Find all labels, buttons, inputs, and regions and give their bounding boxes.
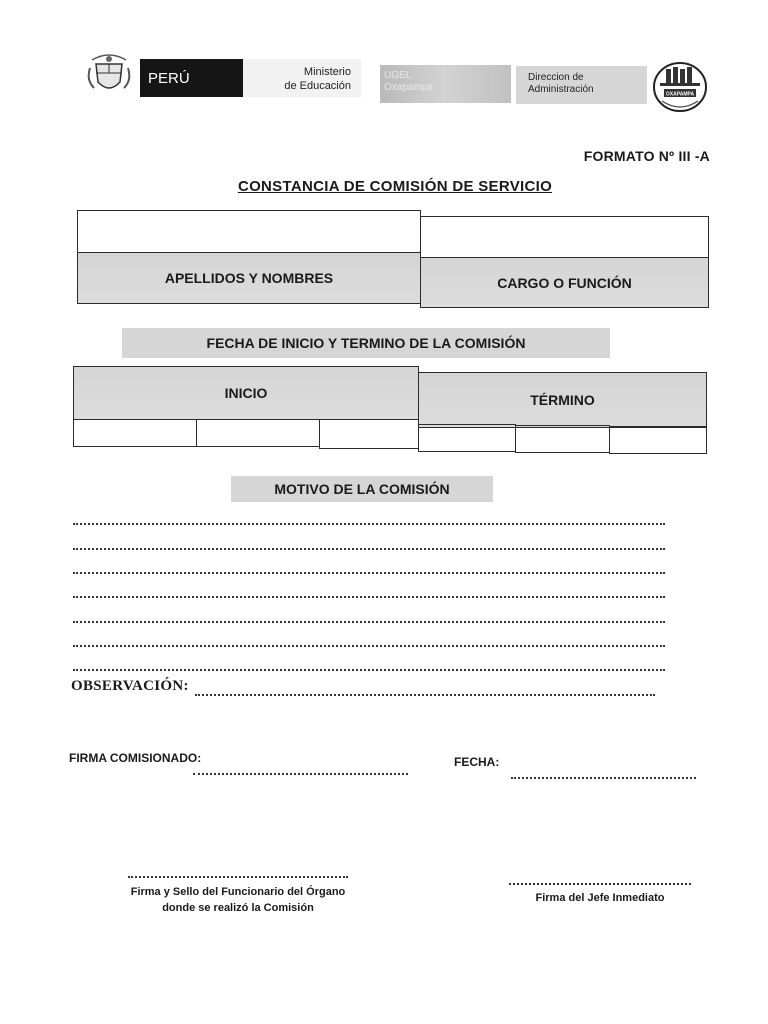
firma-funcionario-caption-line-1: Firma y Sello del Funcionario del Órgano — [130, 886, 346, 898]
fecha-heading: FECHA DE INICIO Y TERMINO DE LA COMISIÓN — [122, 328, 610, 358]
apellidos-label: APELLIDOS Y NOMBRES — [164, 270, 334, 286]
person-table — [77, 210, 709, 308]
firma-jefe-caption: Firma del Jefe Inmediato — [535, 892, 665, 904]
observacion-label: OBSERVACIÓN: — [71, 678, 189, 694]
observacion-line[interactable] — [195, 694, 655, 696]
cargo-input-cell[interactable] — [420, 216, 709, 258]
motivo-line-7[interactable] — [73, 669, 665, 671]
ministry-line-1: Ministerio — [303, 66, 351, 78]
document-title: CONSTANCIA DE COMISIÓN DE SERVICIO — [237, 178, 553, 195]
formato-number: FORMATO Nº III -A — [583, 148, 710, 164]
inicio-day-cell[interactable] — [73, 419, 197, 447]
cargo-label: CARGO O FUNCIÓN — [497, 274, 632, 291]
seal-text: OXAPAMPA — [665, 91, 695, 98]
apellidos-input-cell[interactable] — [77, 210, 421, 253]
ugel-line-2: Oxapampa — [384, 82, 433, 93]
motivo-line-5[interactable] — [73, 621, 665, 623]
fecha-label: FECHA: — [454, 755, 500, 769]
direccion-line-2: Administración — [528, 84, 594, 95]
motivo-heading: MOTIVO DE LA COMISIÓN — [231, 476, 493, 502]
ugel-logo — [380, 65, 511, 103]
peru-text: PERÚ — [148, 69, 190, 87]
termino-label: TÉRMINO — [530, 392, 595, 408]
apellidos-header — [77, 252, 421, 304]
motivo-line-2[interactable] — [73, 548, 665, 550]
ministry-line-2: de Educación — [284, 80, 351, 92]
termino-header — [418, 372, 707, 428]
inicio-month-cell[interactable] — [196, 419, 320, 447]
cargo-header — [420, 257, 709, 308]
direccion-line-1: Direccion de — [528, 72, 584, 83]
fecha-line[interactable] — [511, 777, 696, 779]
firma-funcionario-caption — [106, 884, 370, 916]
firma-comisionado-label: FIRMA COMISIONADO: — [69, 751, 202, 765]
firma-jefe-line[interactable] — [509, 883, 691, 885]
inicio-year-cell[interactable] — [319, 419, 419, 449]
direccion-logo — [516, 66, 647, 104]
termino-day-cell[interactable] — [418, 424, 516, 452]
coat-of-arms-icon — [86, 52, 132, 98]
date-table — [73, 366, 707, 455]
firma-funcionario-caption-line-2: donde se realizó la Comisión — [162, 902, 314, 914]
firma-comisionado-line[interactable] — [193, 773, 408, 775]
ugel-line-1: UGEL — [384, 70, 412, 81]
motivo-line-1[interactable] — [73, 523, 665, 525]
termino-year-cell[interactable] — [609, 426, 707, 454]
ministry-logo — [243, 59, 361, 97]
institution-seal-icon — [652, 61, 708, 113]
motivo-line-6[interactable] — [73, 645, 665, 647]
motivo-line-3[interactable] — [73, 572, 665, 574]
inicio-label: INICIO — [224, 385, 268, 401]
firma-funcionario-line[interactable] — [128, 876, 348, 878]
peru-logo — [140, 59, 243, 97]
inicio-header — [73, 366, 419, 420]
termino-month-cell[interactable] — [515, 425, 610, 453]
motivo-line-4[interactable] — [73, 596, 665, 598]
